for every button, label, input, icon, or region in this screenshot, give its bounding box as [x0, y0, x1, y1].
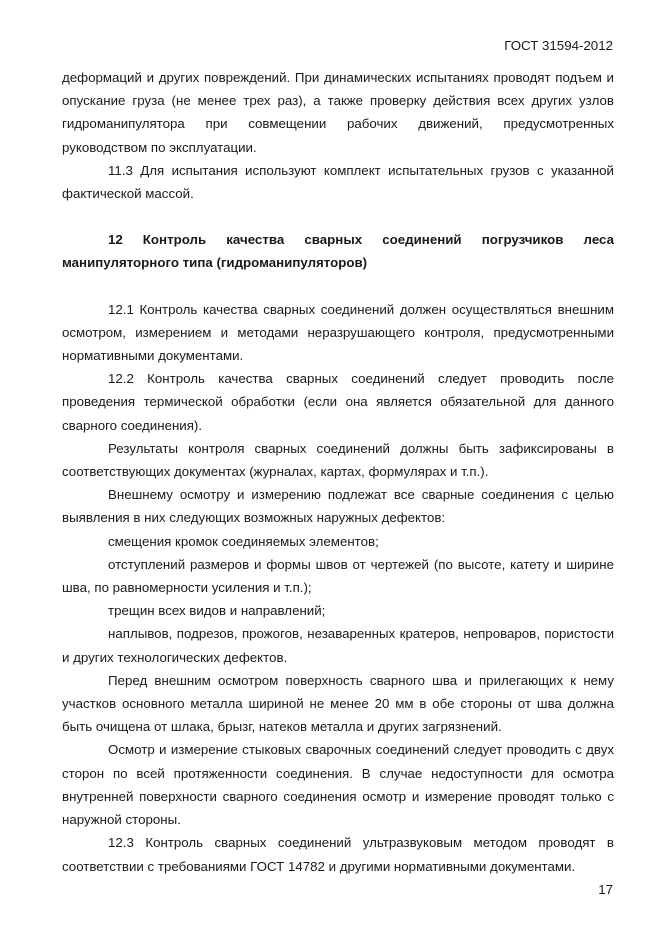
paragraph-12-3: 12.3 Контроль сварных соединений ультразвуковым методом проводят в соответствии с требованиями ГОСТ 14782 и другими нормативными документами. — [62, 835, 614, 874]
paragraph-surface-cleaning: Перед внешним осмотром поверхность сварного шва и прилегающих к нему участков основного металла шириной не менее 20 мм в обе стороны от шва должна быть очищена от шлака, брызг, натеков металла и других загрязнений. — [62, 672, 614, 735]
defect-list-item: смещения кромок соединяемых элементов; — [108, 533, 379, 549]
paragraph-butt-joints: Осмотр и измерение стыковых сварочных соединений следует проводить с двух сторон по всей протяженности соединения. В случае недоступности для осмотра внутренней поверхности сварного соединения осмотр и измерение проводят только с наружной стороны. — [62, 742, 614, 828]
document-code: ГОСТ 31594-2012 — [504, 38, 613, 53]
paragraph-12-2: 12.2 Контроль качества сварных соединений следует проводить после проведения термической обработки (если она является обязательной для данного сварного соединения). — [62, 371, 614, 433]
paragraph-continuation: деформаций и других повреждений. При динамических испытаниях проводят подъем и опускание груза (не менее трех раз), а также проверку действия всех других узлов гидроманипулятора при совмещении рабочих движений, предусмотренных руководством по эксплуатации. — [62, 70, 614, 155]
paragraph-12-1: 12.1 Контроль качества сварных соединений должен осуществляться внешним осмотром, измерением и методами неразрушающего контроля, предусмотренными нормативными документами. — [62, 301, 614, 364]
defect-list-item: отступлений размеров и формы швов от чертежей (по высоте, катету и ширине шва, по равномерности усиления и т.п.); — [62, 556, 614, 596]
paragraph-results: Результаты контроля сварных соединений должны быть зафиксированы в соответствующих документах (журналах, картах, формулярах и т.п.). — [62, 440, 614, 480]
page-content — [62, 66, 614, 878]
defect-list-item: трещин всех видов и направлений; — [108, 603, 326, 619]
section-title: Контроль качества сварных соединений погрузчиков леса манипуляторного типа (гидроманипуляторов) — [62, 232, 614, 271]
page-number: 17 — [598, 882, 613, 897]
defect-list-item: наплывов, подрезов, прожогов, незаваренных кратеров, непроваров, пористости и других технологических дефектов. — [62, 626, 614, 665]
section-heading — [62, 228, 614, 274]
paragraph-11-3: 11.3 Для испытания используют комплект испытательных грузов с указанной фактической массой. — [62, 162, 614, 202]
paragraph-inspection: Внешнему осмотру и измерению подлежат все сварные соединения с целью выявления в них следующих возможных наружных дефектов: — [62, 487, 614, 526]
section-number: 12 — [108, 232, 123, 248]
